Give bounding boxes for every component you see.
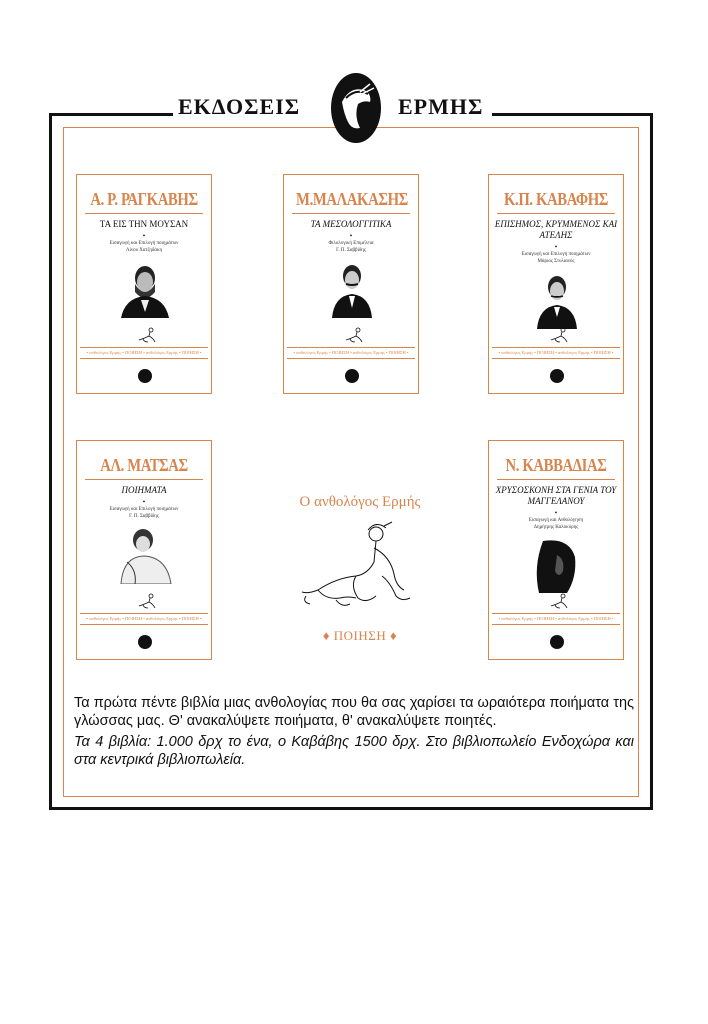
mustached-man-portrait-icon (324, 260, 380, 318)
series-rule (80, 347, 208, 348)
book-cover (283, 174, 419, 394)
book-author-rule (497, 479, 615, 480)
book-credit: Φιλολογική Επιμέλεια Γ. Π. Σαββίδης (328, 241, 374, 253)
book-credit: Εισαγωγή και Επιλογή ποιημάτων Γ. Π. Σαββίδης (109, 507, 179, 519)
reclining-hermes-drawing-icon (296, 516, 414, 612)
black-disc-icon (138, 369, 152, 383)
hermes-mini-logo-icon (547, 593, 569, 609)
book-cover (76, 174, 212, 394)
hermes-mini-logo-icon (135, 327, 157, 343)
bullet: • (349, 232, 353, 240)
book-author: Μ.ΜΑΛΑΚΑΣΗΣ (296, 189, 408, 209)
book-cover (76, 440, 212, 660)
book-author-rule (497, 213, 615, 214)
book-cover (488, 174, 624, 394)
book-credit: Εισαγωγή και Επιλογή ποιημάτων Λίνου Χατζηδάκη (109, 241, 179, 253)
book-author-rule (85, 479, 203, 480)
series-rule (287, 347, 415, 348)
hermes-mini-logo-icon (135, 593, 157, 609)
hermes-mini-logo-icon (547, 327, 569, 343)
series-rule (492, 613, 620, 614)
book-series-line: • ανθολόγος Ερμής • ΠΟΙΗΣΗ • ανθολόγος Ερμής • ΠΟΙΗΣΗ • (498, 350, 614, 355)
price-paragraph: Τα 4 βιβλία: 1.000 δρχ το ένα, ο Καβάβης 1500 δρχ. Στο βιβλιοπωλείο Ενδοχώρα και στα κεντρικά βιβλιοπωλεία. (74, 734, 634, 768)
series-rule (80, 358, 208, 359)
bullet: • (554, 509, 558, 517)
poetry-label: ♦ ΠΟΙΗΣΗ ♦ (322, 628, 398, 643)
publisher-name-left: ΕΚΔΟΣΕΙΣ (178, 94, 301, 119)
intro-paragraph: Τα πρώτα πέντε βιβλία μιας ανθολογίας που θα σας χαρίσει τα ωραιότερα ποιήματα της γλώσσας μας. Θ' ανακαλύψετε ποιήματα, θ' ανακαλύψετε ποιητές. (74, 695, 634, 729)
book-author: Ν. ΚΑΒΒΑΔΙΑΣ (505, 455, 607, 475)
hermes-mini-logo-icon (342, 327, 364, 343)
black-disc-icon (550, 369, 564, 383)
publisher-name-right: ΕΡΜΗΣ (398, 94, 484, 119)
book-credit: Εισαγωγή και Ανθολόγηση Δημήτρης Καλοκύρης (528, 518, 584, 530)
black-disc-icon (550, 635, 564, 649)
book-series-line: • ανθολόγος Ερμής • ΠΟΙΗΣΗ • ανθολόγος Ερμής • ΠΟΙΗΣΗ • (86, 616, 202, 621)
series-rule (80, 624, 208, 625)
book-credit: Εισαγωγή και Επιλογή ποιημάτων Μάριος Στυλιανός (521, 252, 591, 264)
book-author: ΑΛ. ΜΑΤΣΑΣ (100, 455, 188, 475)
book-author: Α. Ρ. ΡΑΓΚΑΒΗΣ (90, 189, 198, 209)
young-man-portrait-icon (529, 271, 585, 329)
book-series-line: • ανθολόγος Ερμής • ΠΟΙΗΣΗ • ανθολόγος Ερμής • ΠΟΙΗΣΗ • (498, 616, 614, 621)
bullet: • (142, 498, 146, 506)
book-author-rule (85, 213, 203, 214)
seated-man-portrait-icon (117, 526, 173, 584)
series-rule (492, 347, 620, 348)
bullet: • (142, 232, 146, 240)
anthology-heading: Ο ανθολόγος Ερμής (299, 494, 421, 510)
book-cover (488, 440, 624, 660)
bullet: • (554, 243, 558, 251)
book-title: ΕΠΙΣΗΜΟΣ, ΚΡΥΜΜΕΝΟΣ ΚΑΙ ΑΤΕΛΗΣ (494, 219, 618, 240)
shadowed-face-portrait-icon (529, 537, 585, 595)
book-title: ΤΑ ΕΙΣ ΤΗΝ ΜΟΥΣΑΝ (99, 219, 189, 229)
series-rule (492, 624, 620, 625)
black-disc-icon (345, 369, 359, 383)
book-author-rule (292, 213, 410, 214)
bearded-man-portrait-icon (117, 260, 173, 318)
series-rule (287, 358, 415, 359)
book-series-line: • ανθολόγος Ερμής • ΠΟΙΗΣΗ • ανθολόγος Ερμής • ΠΟΙΗΣΗ • (293, 350, 409, 355)
series-rule (80, 613, 208, 614)
hermes-head-logo-icon (330, 72, 382, 144)
book-title: ΠΟΙΗΜΑΤΑ (121, 485, 167, 495)
book-title: ΤΑ ΜΕΣΟΛΟΓΓΙΤΙΚΑ (310, 219, 392, 229)
black-disc-icon (138, 635, 152, 649)
book-author: Κ.Π. ΚΑΒΑΦΗΣ (503, 189, 609, 209)
series-rule (492, 358, 620, 359)
book-series-line: • ανθολόγος Ερμής • ΠΟΙΗΣΗ • ανθολόγος Ερμής • ΠΟΙΗΣΗ • (86, 350, 202, 355)
book-title: ΧΡΥΣΟΣΚΟΝΗ ΣΤΑ ΓΕΝΙΑ ΤΟΥ ΜΑΓΓΕΛΑΝΟΥ (495, 485, 617, 506)
